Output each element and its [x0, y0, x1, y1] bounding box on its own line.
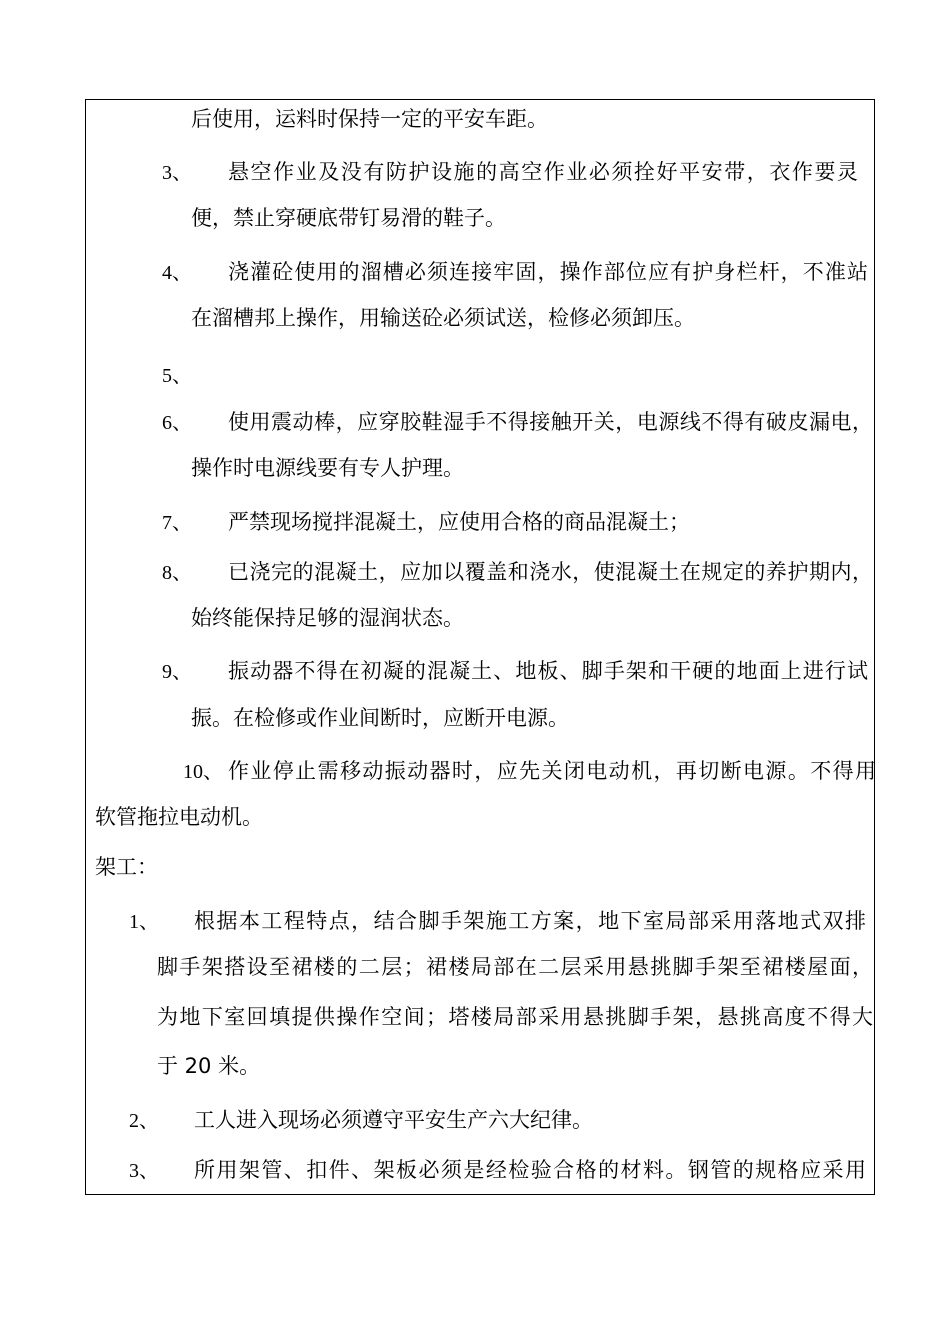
- list-number: 1、: [129, 911, 159, 933]
- list-number: 7、: [162, 512, 192, 534]
- text-line: 作业停止需移动振动器时，应先关闭电动机，再切断电源。不得用: [228, 759, 876, 783]
- text-line: 已浇完的混凝土，应加以覆盖和浇水，使混凝土在规定的养护期内，: [228, 560, 873, 584]
- text-line: 便，禁止穿硬底带钉易滑的鞋子。: [191, 206, 506, 230]
- text-line: 浇灌砼使用的溜槽必须连接牢固，操作部位应有护身栏杆，不准站: [228, 260, 868, 284]
- text-line: 在溜槽邦上操作，用输送砼必须试送，检修必须卸压。: [191, 306, 695, 330]
- text-line: 根据本工程特点，结合脚手架施工方案，地下室局部采用落地式双排: [194, 909, 866, 933]
- list-number: 3、: [162, 162, 192, 184]
- text-line: 悬空作业及没有防护设施的高空作业必须拴好平安带，衣作要灵: [228, 160, 858, 184]
- list-number: 6、: [162, 412, 192, 434]
- list-number: 5、: [162, 365, 192, 387]
- list-number: 8、: [162, 562, 192, 584]
- text-line: 严禁现场搅拌混凝土，应使用合格的商品混凝土；: [228, 510, 690, 534]
- text-line: 后使用，运料时保持一定的平安车距。: [191, 107, 548, 131]
- list-number: 10、: [183, 761, 223, 783]
- text-line: 于 20 米。: [157, 1054, 261, 1078]
- text-line: 为地下室回填提供操作空间；塔楼局部采用悬挑脚手架，悬挑高度不得大: [157, 1005, 873, 1029]
- text-line: 振。在检修或作业间断时，应断开电源。: [191, 706, 569, 730]
- text-line: 振动器不得在初凝的混凝土、地板、脚手架和干硬的地面上进行试: [228, 659, 868, 683]
- section-title: 架工：: [95, 855, 158, 879]
- list-number: 3、: [129, 1160, 159, 1182]
- text-line: 脚手架搭设至裙楼的二层；裙楼局部在二层采用悬挑脚手架至裙楼屋面，: [157, 955, 873, 979]
- text-line: 软管拖拉电动机。: [95, 805, 263, 829]
- list-number: 4、: [162, 262, 192, 284]
- text-line: 使用震动棒，应穿胶鞋湿手不得接触开关，电源线不得有破皮漏电，: [228, 410, 873, 434]
- list-number: 9、: [162, 661, 192, 683]
- text-line: 工人进入现场必须遵守平安生产六大纪律。: [194, 1108, 593, 1132]
- text-line: 所用架管、扣件、架板必须是经检验合格的材料。钢管的规格应采用: [194, 1158, 866, 1182]
- text-line: 操作时电源线要有专人护理。: [191, 456, 464, 480]
- text-line: 始终能保持足够的湿润状态。: [191, 606, 464, 630]
- list-number: 2、: [129, 1110, 159, 1132]
